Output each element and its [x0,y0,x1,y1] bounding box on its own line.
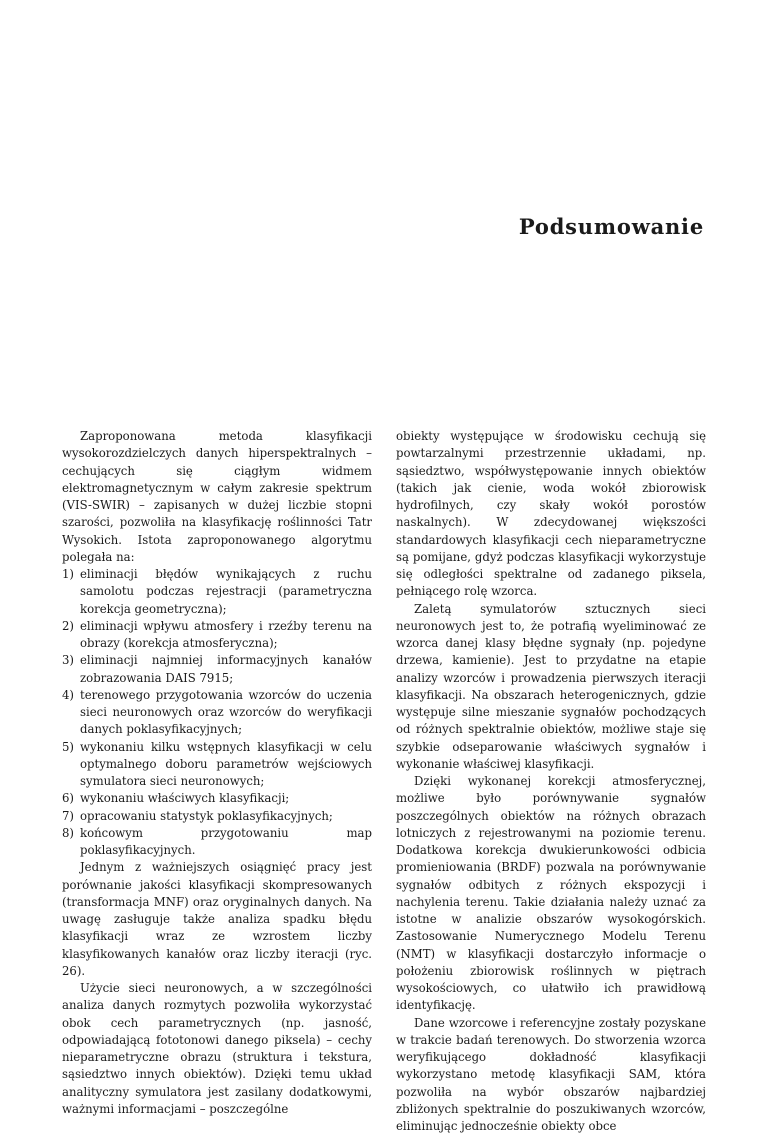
list-item [62,652,372,687]
right-text-column [396,428,706,1135]
list-text: końcowym przygotowaniu map poklasyfikacyjnych. [80,826,372,857]
list-number: 1) [62,566,80,583]
list-text: eliminacji najmniej informacyjnych kanałów zobrazowania DAIS 7915; [80,653,372,684]
list-item [62,739,372,791]
list-text: wykonaniu właściwych klasyfikacji; [80,791,289,805]
list-number: 8) [62,825,80,842]
list-item [62,808,372,825]
page-title: Podsumowanie [519,214,704,239]
paragraph-reference-data: Dane wzorcowe i referencyjne zostały pozyskane w trakcie badań terenowych. Do stworzenia wzorca weryfikującego dokładność klasyfikacji wykorzystano metodę klasyfikacji SAM, która pozwoliła na wybór obszarów najbardziej zbliżonych spektralnie do poszukiwanych wzorców, eliminując jednocześnie obiekty obce [396,1015,706,1135]
list-text: opracowaniu statystyk poklasyfikacyjnych; [80,809,333,823]
paragraph-atmospheric-correction: Dzięki wykonanej korekcji atmosferycznej, możliwe było porównywanie sygnałów poszczególnych obiektów na różnych obrazach lotniczych z rejestrowanymi na poziomie terenu. Dodatkowa korekcja dwukierunkowości odbicia promieniowania (BRDF) pozwala na porównywanie sygnałów odbitych z różnych ekspozycji i nachylenia terenu. Takie działania należy uznać za istotne w analizie obszarów wysokogórskich. Zastosowanie Numerycznego Modelu Terenu (NMT) w klasyfikacji dostarczyło informacje o położeniu zbiorowisk roślinnych w piętrach wysokościowych, co ułatwiło ich prawidłową identyfikację. [396,773,706,1015]
list-item [62,687,372,739]
paragraph-achievements: Jednym z ważniejszych osiągnięć pracy jest porównanie jakości klasyfikacji skompresowanych (transformacja MNF) oraz oryginalnych danych. Na uwagę zasługuje także analiza spadku błędu klasyfikacji wraz ze wzrostem liczby klasyfikowanych kanałów oraz liczby iteracji (ryc. 26). [62,859,372,980]
list-number: 4) [62,687,80,704]
algorithm-steps-list [62,566,372,859]
left-text-column [62,428,372,1118]
list-number: 5) [62,739,80,756]
list-text: eliminacji błędów wynikających z ruchu samolotu podczas rejestracji (parametryczna korekcja geometryczna); [80,567,372,616]
list-text: wykonaniu kilku wstępnych klasyfikacji w celu optymalnego doboru parametrów wejściowych symulatora sieci neuronowych; [80,740,372,789]
paragraph-simulator-advantages: Zaletą symulatorów sztucznych sieci neuronowych jest to, że potrafią wyeliminować ze wzorca danej klasy błędne sygnały (np. pojedyne drzewa, kamienie). Jest to przydatne na etapie analizy wzorców i prowadzenia pierwszych iteracji klasyfikacji. Na obszarach heterogenicznych, gdzie występuje silne mieszanie sygnałów pochodzących od różnych spektralnie obiektów, możliwe staje się szybkie odseparowanie właściwych sygnałów i wykonanie właściwej klasyfikacji. [396,601,706,774]
paragraph-continuation: obiekty występujące w środowisku cechują się powtarzalnymi przestrzennie układami, np. sąsiedztwo, współwystępowanie innych obiektów (takich jak cienie, woda wokół zbiorowisk hydrofilnych, czy skały wokół porostów naskalnych). W zdecydowanej większości standardowych klasyfikacji cech nieparametryczne są pomijane, gdyż podczas klasyfikacji wykorzystuje się odległości spektralne od zadanego piksela, pełniącego rolę wzorca. [396,428,706,601]
paragraph-neural-networks: Użycie sieci neuronowych, a w szczególności analiza danych rozmytych pozwoliła wykorzystać obok cech parametrycznych (np. jasność, odpowiadającą fototonowi danego piksela) – cechy nieparametryczne obrazu (struktura i tekstura, sąsiedztwo innych obiektów). Dzięki temu układ analityczny symulatora jest zasilany dodatkowymi, ważnymi informacjami – poszczególne [62,980,372,1118]
list-item [62,790,372,807]
list-text: eliminacji wpływu atmosfery i rzeźby terenu na obrazy (korekcja atmosferyczna); [80,619,372,650]
list-number: 7) [62,808,80,825]
list-number: 3) [62,652,80,669]
list-item [62,566,372,618]
list-number: 2) [62,618,80,635]
list-item [62,618,372,653]
paragraph-intro: Zaproponowana metoda klasyfikacji wysokorozdzielczych danych hiperspektralnych – cechujących się ciągłym widmem elektromagnetycznym w całym zakresie spektrum (VIS-SWIR) – zapisanych w dużej liczbie stopni szarości, pozwoliła na klasyfikację roślinności Tatr Wysokich. Istota zaproponowanego algorytmu polegała na: [62,428,372,566]
list-number: 6) [62,790,80,807]
list-text: terenowego przygotowania wzorców do uczenia sieci neuronowych oraz wzorców do weryfikacji danych poklasyfikacyjnych; [80,688,372,737]
list-item [62,825,372,860]
